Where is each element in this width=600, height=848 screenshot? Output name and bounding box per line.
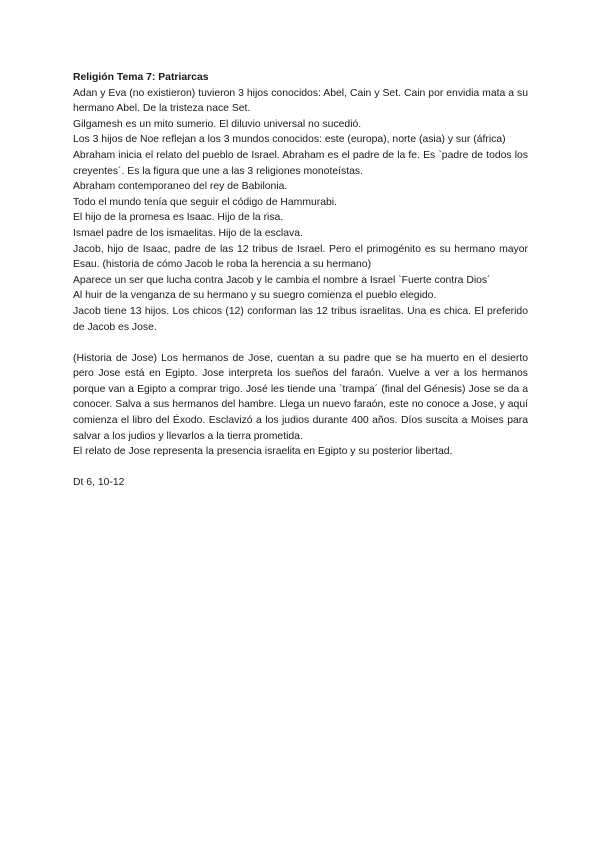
paragraph-historia-jose: (Historia de Jose) Los hermanos de Jose, cuentan a su padre que se ha muerto en el desierto pero Jose está en Egipto. Jose interpreta los sueños del faraón. Vuelve a ver a los hermanos porque van a Egipto a comprar trigo. José les tiende una `trampa´ (final del Génesis) Jose se da a conocer. Salva a sus hermanos del hambre. Llega un nuevo faraón, este no conoce a Jose, y aquí comienza el libro del Éxodo. Esclavizó a los judios durante 400 años. Díos suscita a Moises para salvar a los judios y llevarlos a la tierra prometida. — [73, 352, 528, 442]
blank-line — [73, 460, 528, 476]
paragraph-abraham-babilonia: Abraham contemporaneo del rey de Babilonia. — [73, 181, 288, 193]
paragraph-abraham: Abraham inicia el relato del pueblo de Israel. Abraham es el padre de la fe. Es `padre de todos los creyentes´. Es la figura que une a las 3 religiones monoteístas. — [73, 149, 528, 177]
paragraph-doce-tribus: Jacob tiene 13 hijos. Los chicos (12) conforman las 12 tribus israelitas. Una es chica. El preferido de Jacob es Jose. — [73, 305, 528, 333]
bible-reference: Dt 6, 10-12 — [73, 477, 125, 489]
paragraph-relato-jose: El relato de Jose representa la presencia israelita en Egipto y su posterior libertad. — [73, 446, 453, 458]
blank-line — [73, 335, 528, 351]
paragraph-hijos-noe: Los 3 hijos de Noe reflejan a los 3 mundos conocidos: este (europa), norte (asia) y sur (áfrica) — [73, 134, 506, 146]
paragraph-israel: Aparece un ser que lucha contra Jacob y le cambia el nombre a Israel `Fuerte contra Dios´ — [73, 274, 491, 286]
paragraph-pueblo-elegido: Al huir de la venganza de su hermano y su suegro comienza el pueblo elegido. — [73, 290, 437, 302]
paragraph-hammurabi: Todo el mundo tenía que seguir el código de Hammurabi. — [73, 196, 337, 208]
paragraph-jacob: Jacob, hijo de Isaac, padre de las 12 tribus de Israel. Pero el primogénito es su hermano mayor Esau. (historia de cómo Jacob le roba la herencia a su hermano) — [73, 243, 528, 271]
paragraph-ismael: Ismael padre de los ismaelitas. Hijo de la esclava. — [73, 227, 303, 239]
paragraph-adan-eva: Adan y Eva (no existieron) tuvieron 3 hijos conocidos: Abel, Cain y Set. Cain por envidia mata a su hermano Abel. De la tristeza nace Set. — [73, 87, 528, 115]
document-title: Religión Tema 7: Patriarcas — [73, 72, 209, 83]
paragraph-isaac: El hijo de la promesa es Isaac. Hijo de la risa. — [73, 212, 284, 224]
document-body — [73, 70, 528, 491]
paragraph-gilgamesh: Gilgamesh es un mito sumerio. El diluvio universal no sucedió. — [73, 118, 362, 130]
